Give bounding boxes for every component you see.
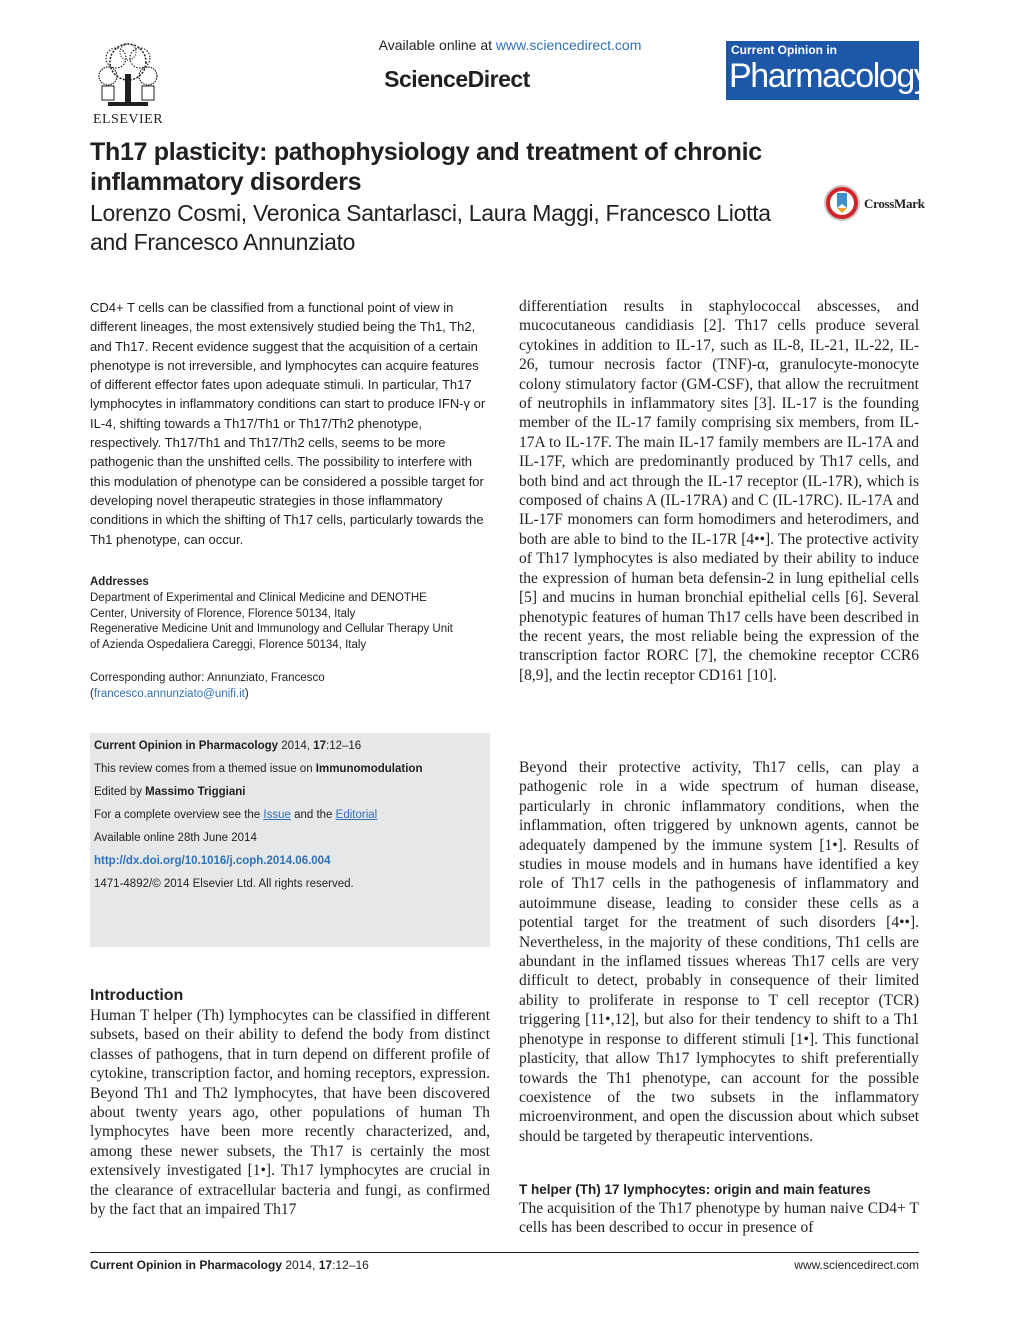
article-info-box	[90, 733, 490, 947]
journal-logo-top: Current Opinion in	[731, 43, 837, 57]
info-themed-prefix: This review comes from a themed issue on	[94, 763, 316, 775]
footer-url[interactable]: www.sciencedirect.com	[794, 1258, 919, 1272]
corresponding-author	[90, 671, 500, 703]
article-title: Th17 plasticity: pathophysiology and treatment of chronic inflammatory disorders	[90, 138, 762, 196]
footer-volume: 17	[318, 1258, 333, 1272]
info-overview-prefix: For a complete overview see the	[94, 809, 264, 821]
info-edited-prefix: Edited by	[94, 786, 146, 798]
footer-divider	[90, 1252, 919, 1253]
info-year: 2014,	[278, 740, 314, 752]
info-citation	[94, 740, 488, 752]
addresses	[90, 575, 500, 654]
crossmark-badge[interactable]	[823, 184, 923, 222]
publisher-wordmark: ELSEVIER	[92, 112, 164, 127]
info-editor: Massimo Triggiani	[145, 786, 246, 798]
section-heading-th17: T helper (Th) 17 lymphocytes: origin and main features	[519, 1182, 871, 1197]
corresponding-author-label: Corresponding author: Annunziato, Francesco	[90, 672, 325, 684]
available-online-label: Available online at	[378, 37, 496, 53]
editorial-link[interactable]: Editorial	[335, 809, 378, 821]
footer-pages: :12–16	[332, 1258, 369, 1272]
footer-year: 2014,	[282, 1258, 319, 1272]
address-line: Regenerative Medicine Unit and Immunology and Cellular Therapy Unit	[90, 623, 453, 636]
address-line: Department of Experimental and Clinical Medicine and DENOTHE	[90, 591, 427, 604]
body-paragraph-1: differentiation results in staphylococcal abscesses, and mucocutaneous candidiasis [2]. Th17 cells produce several cytokines in addition to IL-17, such as IL-8, IL-21, IL-22, IL-26, tumour necrosis factor (TNF)-α, granulocyte-monocyte colony stimulatory factor (GM-CSF), that allow the recruitment of neutrophils in inflammatory sites [3]. IL-17 is the founding member of the IL-17 family comprising six members, from IL-17A to IL-17F. The main IL-17 family members are IL-17A and IL-17F, which are predominantly produced by Th17 cells, and both bind and act through the IL-17 receptor (IL-17R), which is composed of chains A (IL-17RA) and C (IL-17RC). IL-17A and IL-17F monomers can form homodimers and heterodimers, and both are able to bind to the IL-17R [4••]. The protective activity of Th17 lymphocytes is also mediated by their ability to induce the expression of human beta defensin-2 in lung epithelial cells [5] and mucins in human bronchial epithelial cells [6]. Several phenotypic features of human Th17 cells have been described in the recent years, the most reliable being the expression of the transcription factor RORC [7], the chemokine receptor CCR6 [8,9], and the lectin receptor CD161 [10].	[519, 298, 919, 684]
journal-logo-name: Pharmacology	[729, 57, 930, 95]
footer-citation	[90, 1258, 369, 1272]
email-close-paren: )	[244, 687, 249, 700]
info-themed-topic: Immunomodulation	[315, 763, 423, 775]
issue-link[interactable]: Issue	[263, 809, 291, 821]
info-overview-mid: and the	[290, 809, 336, 821]
doi-link[interactable]: http://dx.doi.org/10.1016/j.coph.2014.06.004	[94, 855, 331, 867]
address-line: Center, University of Florence, Florence 50134, Italy	[90, 607, 356, 620]
introduction-heading: Introduction	[90, 987, 184, 1004]
email-open-paren: (	[90, 687, 94, 700]
abstract: CD4+ T cells can be classified from a functional point of view in different lineages, the most extensively studied being the Th1, Th2, and Th17. Recent evidence suggest that the acquisition of a certain phenotype is not irreversible, and lymphocytes can acquire features of different effector fates upon adequate stimuli. In particular, Th17 lymphocytes in inflammatory conditions can start to produce IFN-γ or IL-4, shifting towards a Th17/Th1 or Th17/Th2 phenotype, respectively. Th17/Th1 and Th17/Th2 cells, seems to be more pathogenic than the unshifted cells. The possibility to interfere with this modulation of phenotype can be considered a possible target for developing novel therapeutic strategies in those inflammatory conditions in which the shifting of Th17 cells, particularly towards the Th1 phenotype, can occur.	[90, 300, 486, 547]
info-edited-by	[94, 786, 488, 798]
info-journal: Current Opinion in Pharmacology	[94, 740, 279, 752]
introduction-paragraph: Human T helper (Th) lymphocytes can be classified in different subsets, based on their ability to defend the body from distinct classes of pathogens, that in turn depend on different profile of cytokine, transcription factor, and homing receptors, expression. Beyond Th1 and Th2 lymphocytes, that have been discovered about twenty years ago, other populations of human Th lymphocytes have been more recently characterized, and, among these newer subsets, the Th17 is certainly the most extensively investigated [1•]. Th17 lymphocytes are crucial in the clearance of extracellular bacteria and fungi, as confirmed by the fact that an impaired Th17	[90, 1007, 490, 1219]
info-volume: 17	[313, 740, 326, 752]
crossmark-label: CrossMark	[864, 196, 925, 211]
info-overview	[94, 809, 488, 821]
sciencedirect-wordmark: ScienceDirect	[384, 66, 530, 92]
footer-journal: Current Opinion in Pharmacology	[90, 1258, 283, 1272]
address-line: of Azienda Ospedaliera Careggi, Florence 50134, Italy	[90, 639, 367, 652]
crossmark-icon	[823, 184, 861, 222]
info-available: Available online 28th June 2014	[94, 832, 257, 844]
info-pages: :12–16	[326, 740, 362, 752]
sciencedirect-link[interactable]: www.sciencedirect.com	[495, 37, 642, 53]
info-doi-line	[94, 855, 488, 867]
body-paragraph-2: Beyond their protective activity, Th17 cells, can play a pathogenic role in a wide spectrum of human disease, particularly in chronic inflammatory conditions, when the inflammation, often triggered by unknown agents, cannot be adequately dampened by the immune system [1•]. Results of studies in mouse models and in humans have identified a key role of Th17 cells in the pathogenesis of inflammatory and autoimmune disease, leading to consider these cells as a potential target for the treatment of such disorders [4••]. Nevertheless, in the majority of these conditions, Th1 cells are abundant in the inflamed tissues whereas Th17 cells are very difficult to detect, probably in consequence of their limited ability to proliferate in response to T cell receptor (TCR) triggering [11•,12], but also for their tendency to shift to a Th1 phenotype in response to different stimuli [1•]. This functional plasticity, that allow Th17 lymphocytes to shift preferentially towards the Th1 phenotype, can account for the possible coexistence of the two subsets in the inflammatory microenvironment, and open the discussion about which subset should be targeted by therapeutic interventions.	[519, 759, 919, 1145]
info-copyright: 1471-4892/© 2014 Elsevier Ltd. All rights reserved.	[94, 878, 354, 890]
corresponding-email-link[interactable]: francesco.annunziato@unifi.it	[93, 687, 245, 700]
journal-logo	[726, 41, 930, 100]
body-paragraph-3: The acquisition of the Th17 phenotype by human naive CD4+ T cells has been described to occur in presence of	[519, 1200, 919, 1237]
article-authors: Lorenzo Cosmi, Veronica Santarlasci, Laura Maggi, Francesco Liotta and Francesco Annunziato	[90, 200, 771, 255]
info-themed-issue	[94, 763, 488, 775]
addresses-heading: Addresses	[90, 576, 149, 588]
